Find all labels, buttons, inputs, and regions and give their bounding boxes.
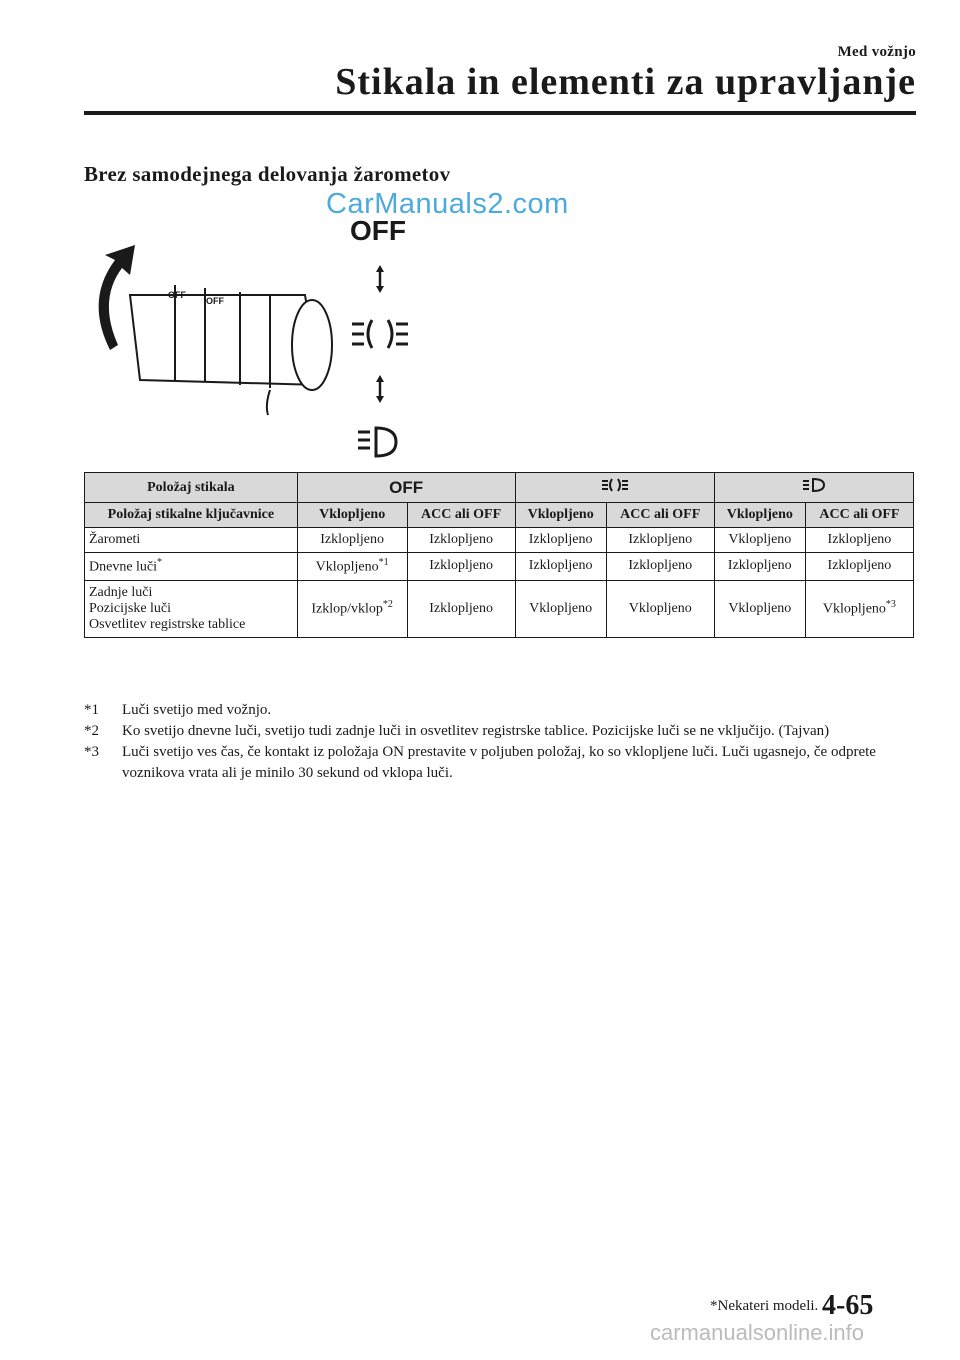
table-cell: Izklop/vklop$^{*2}$ [297, 580, 407, 637]
table-cell: Vklopljeno [606, 580, 714, 637]
up-down-arrow-icon [376, 265, 384, 293]
up-down-arrow-icon [376, 375, 384, 403]
footer-note: *Nekateri modeli. [710, 1298, 819, 1314]
table-header-cell [714, 473, 913, 503]
parking-lights-icon [352, 320, 408, 348]
table-header-cell: Vklopljeno [297, 503, 407, 528]
table-cell: Izklopljeno [407, 528, 515, 553]
footnote-text: Luči svetijo ves čas, če kontakt iz položaja ON prestavite v poljuben položaj, ko so vklopljene luči. Luči ugasnejo, če odprete voznikova vrata ali je minilo 30 sekund od vklopa luči. [122, 744, 876, 781]
table-header-cell: ACC ali OFF [606, 503, 714, 528]
table-header-cell: Položaj stikala [85, 473, 298, 503]
table-cell: Izklopljeno [606, 553, 714, 581]
table-header-cell: ACC ali OFF [407, 503, 515, 528]
row-label: Žarometi [85, 528, 298, 553]
table-row [85, 553, 914, 581]
off-position-label: OFF [350, 215, 406, 246]
watermark-logo: CarManuals2.com [326, 188, 569, 220]
table-cell: Vklopljeno [714, 580, 805, 637]
table-cell: Izklopljeno [407, 580, 515, 637]
page-number: 4-65 [822, 1290, 874, 1321]
section-title: Brez samodejnega delovanja žarometov [84, 162, 451, 186]
footnote-marker: *3 [84, 744, 99, 760]
table-cell: Vklopljeno [515, 580, 606, 637]
header-divider [84, 111, 916, 115]
table-header-cell: Položaj stikalne ključavnice [85, 503, 298, 528]
footnote-text: Ko svetijo dnevne luči, svetijo tudi zadnje luči in osvetlitev registrske tablice. Pozicijske luči se ne vključijo. (Tajvan) [122, 723, 830, 739]
lever-body [130, 285, 332, 415]
table-row [85, 580, 914, 637]
footnotes [84, 700, 914, 784]
headlight-icon [800, 477, 828, 493]
table-cell: Izklopljeno [714, 553, 805, 581]
footnote-text: Luči svetijo med vožnjo. [122, 702, 272, 718]
lever-off-label-2: OFF [206, 296, 224, 306]
headlight-icon [358, 428, 396, 456]
footnote [84, 742, 914, 784]
bottom-watermark: carmanualsonline.info [650, 1320, 865, 1345]
table-header-row [85, 473, 914, 503]
table-header-cell: ACC ali OFF [805, 503, 913, 528]
table-header-cell: Vklopljeno [714, 503, 805, 528]
header-subtitle: Med vožnjo [837, 44, 916, 60]
table-cell: Izklopljeno [515, 553, 606, 581]
off-symbol: OFF [389, 477, 424, 497]
page-title: Stikala in elementi za upravljanje [335, 61, 916, 103]
table-cell: Izklopljeno [606, 528, 714, 553]
table-cell: Vklopljeno$^{*1}$ [297, 553, 407, 581]
table-cell: Izklopljeno [407, 553, 515, 581]
table-row [85, 528, 914, 553]
table-header-cell [297, 473, 515, 503]
row-label: Zadnje luči Pozicijske luči Osvetlitev registrske tablice [85, 580, 298, 637]
footnote-marker: *1 [84, 702, 99, 718]
parking-lights-icon [598, 477, 632, 493]
table-cell: Vklopljeno [714, 528, 805, 553]
lever-off-label-1: OFF [168, 290, 186, 300]
table-cell: Izklopljeno [297, 528, 407, 553]
table-cell: Izklopljeno [515, 528, 606, 553]
row-label: Dnevne luči* [85, 553, 298, 581]
table-cell: Izklopljeno [805, 528, 913, 553]
table-header-row [85, 503, 914, 528]
footnote-marker: *2 [84, 723, 99, 739]
table-cell: Izklopljeno [805, 553, 913, 581]
table-header-cell [515, 473, 714, 503]
table-header-cell: Vklopljeno [515, 503, 606, 528]
light-switch-table [84, 472, 914, 638]
light-switch-illustration [80, 200, 440, 470]
footnote [84, 700, 914, 721]
table-cell: Vklopljeno$^{*3}$ [805, 580, 913, 637]
footnote [84, 721, 914, 742]
